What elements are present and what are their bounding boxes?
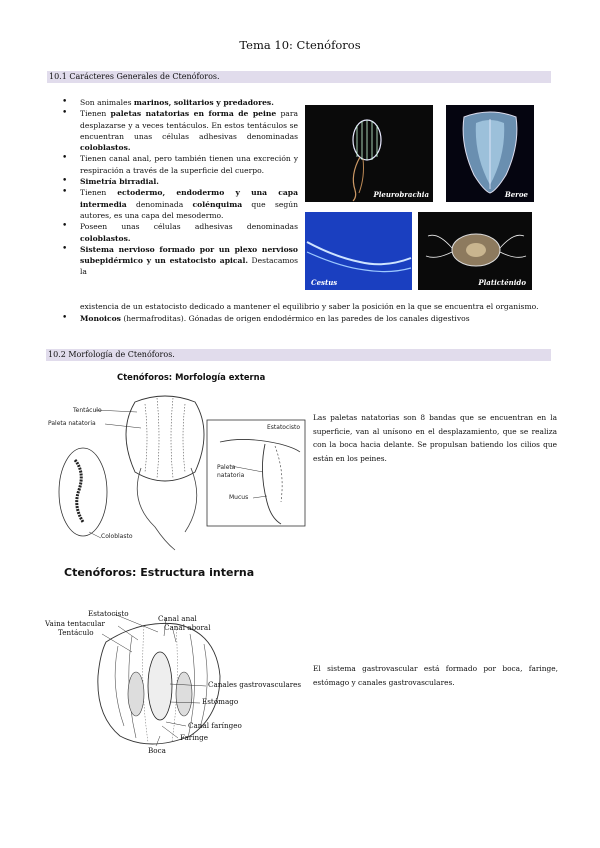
caption-cestus: Cestus [311,278,338,287]
continuation-text: existencia de un estatocisto dedicado a mantener el equilibrio y saber la posición en la que se encuentra el organismo. [80,302,539,311]
bold-text: Monoicos [80,314,121,323]
text: Tienen canal anal, pero también tienen una excreción y respiración a través de la superficie del cuerpo. [80,154,298,175]
label-coloblasto: Coloblasto [101,533,133,540]
section-heading-1: 10.1 Carácteres Generales de Ctenóforos. [47,71,551,83]
label-paleta-natatoria: Paleta natatoria [48,420,96,427]
list-item [62,176,298,187]
list-item [62,108,298,153]
text: Tienen [80,109,111,119]
text: que según autores, es una capa del mesodermo. [80,199,298,220]
monoicos-list [62,313,562,324]
text: (hermafroditas). Gónadas de origen endodérmico en las paredes de los canales digestivos [120,314,470,323]
figure-title-internal: Ctenóforos: Estructura interna [64,566,255,579]
label-boca: Boca [148,746,166,755]
label-canal-faringeo: Canal faríngeo [188,721,242,730]
label-estatocisto-ext: Estatocisto [267,424,301,431]
bold-text: paletas natatorias en forma de peine [110,109,277,119]
paragraph-gastrovascular: El sistema gastrovascular está formado por boca, faringe, estómago y canales gastrovasculares. [313,664,558,687]
label-paleta-natatoria-2: Paleta natatoria [217,464,245,479]
text: Poseen unas células adhesivas denominadas [80,222,298,232]
label-vaina-tentacular: Vaina tentacular [45,619,105,628]
internal-structure-drawing [40,566,310,766]
list-item [62,187,298,221]
caption-platictenido: Platicténido [478,278,526,287]
bold-text: colénquima [192,199,243,209]
photo-beroe [446,105,534,202]
list-item [62,313,562,324]
caption-pleurobrachia: Pleurobrachia [373,190,429,199]
section-heading-2: 10.2 Morfología de Ctenóforos. [46,349,551,361]
photo-cestus [305,212,412,290]
caption-beroe: Beroe [504,190,528,199]
figure-title-external: Ctenóforos: Morfología externa [117,372,266,382]
text: Tienen [80,188,118,198]
bold-text: ectodermo, endodermo y una capa intermedia [80,188,298,209]
bold-text: coloblastos. [80,233,131,243]
label-tentaculo-int: Tentáculo [58,628,94,637]
label-canales-gastrovasculares: Canales gastrovasculares [208,680,302,689]
pleurobrachia-image [305,105,433,202]
label-tentaculo: Tentáculo [73,407,102,414]
list-item [62,244,298,278]
text: para desplazarse y a veces tentáculos. En estos tentáculos se encuentran unas células adhesivas denominadas [80,109,298,141]
photo-platictenido [418,212,532,290]
list-item [62,153,298,176]
label-canal-anal: Canal anal [158,614,197,623]
label-estomago: Estómago [202,697,239,706]
page-title: Tema 10: Ctenóforos [239,38,361,52]
external-morphology-drawing [45,372,307,552]
bold-text: marinos, solitarios y predadores. [133,98,274,107]
label-mucus: Mucus [229,494,249,501]
figure-external-morphology [45,372,307,552]
list-item [62,221,298,244]
photo-pleurobrachia [305,105,433,202]
bold-text: coloblastos. [80,143,131,153]
paragraph-paletas: Las paletas natatorias son 8 bandas que se encuentran en la superficie, van al unísono en el desplazamiento, que se realiza con la boca hacia delante. Se propulsan batiendo los cilios que están en los peines. [313,413,557,463]
text: Destacamos la [80,256,299,277]
text: denominada [126,199,193,209]
text: Son animales [80,98,134,107]
label-faringe: Faringe [180,733,209,742]
label-estatocisto-int: Estatocisto [88,609,129,618]
characteristics-list [62,97,298,278]
list-item [62,97,298,108]
bold-text: Simetría birradial. [80,177,159,187]
beroe-image [446,105,534,202]
bold-text: Sistema nervioso formado por un plexo nervioso subepidérmico y un estatocisto apical. [80,244,298,266]
figure-internal-structure [40,566,310,766]
label-canal-aboral: Canal aboral [164,623,211,632]
